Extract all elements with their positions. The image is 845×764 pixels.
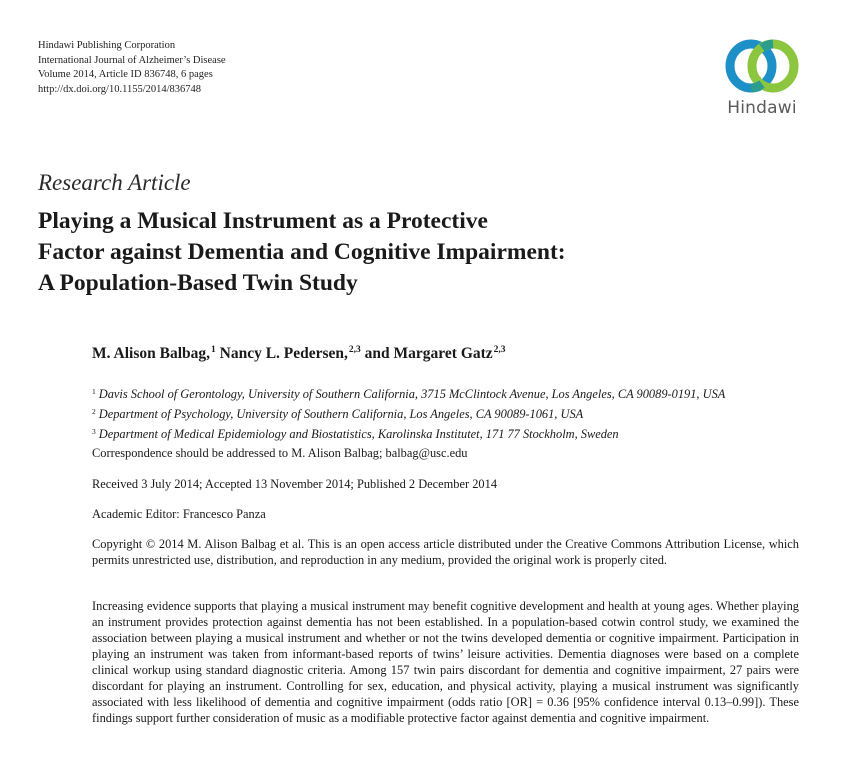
volume-info: Volume 2014, Article ID 836748, 6 pages [38,69,213,81]
title-line: Playing a Musical Instrument as a Protective [38,208,488,234]
article-type: Research Article [38,170,191,195]
affiliation-text: Davis School of Gerontology, University of Southern California, 3715 McClintock Avenue, Los Angeles, CA 90089-0191, USA [98,387,726,401]
author-name: Nancy L. Pedersen, [219,345,348,362]
author-list [92,345,506,363]
affiliation-list [92,383,725,443]
publisher-name: Hindawi Publishing Corporation [38,40,176,51]
author-name: M. Alison Balbag, [92,345,210,362]
journal-header [38,39,226,97]
article-title [38,206,738,299]
affiliation-number: 2 [92,407,96,416]
author-name: and Margaret Gatz [364,345,493,362]
doi-link[interactable]: http://dx.doi.org/10.1155/2014/836748 [38,83,202,95]
hindawi-rings-icon [723,36,801,96]
title-line: A Population-Based Twin Study [38,270,358,296]
affiliation-number: 1 [92,387,96,396]
abstract-text: Increasing evidence supports that playing a musical instrument may benefit cognitive development and health at young ages. Whether playing an instrument provides protection against dementia has not been established. In a population-based cotwin control study, we examined the association between playing a musical instrument and whether or not the twins developed dementia or cognitive impairment. Participation in playing an instrument was taken from informant-based reports of twins’ leisure activities. Dementia diagnoses were based on a complete clinical workup using standard diagnostic criteria. Among 157 twin pairs discordant for dementia and cognitive impairment, 27 pairs were discordant for playing an instrument. Controlling for sex, education, and physical activity, playing a musical instrument was significantly associated with less likelihood of dementia and cognitive impairment (odds ratio [OR] = 0.36 [95% confidence interval 0.13–0.99]). These findings support further consideration of music as a modifiable protective factor against dementia and cognitive impairment. [92,599,799,725]
affiliation-number: 3 [92,427,96,436]
author-affil-sup: 2,3 [493,345,506,355]
title-line: Factor against Dementia and Cognitive Impairment: [38,239,566,265]
affiliation-item [92,383,725,403]
copyright-notice: Copyright © 2014 M. Alison Balbag et al. This is an open access article distributed under the Creative Commons Attribution License, which permits unrestricted use, distribution, and reproduction in any medium, provided the original work is properly cited. [92,537,799,567]
affiliation-item [92,403,725,423]
affiliation-item [92,423,725,443]
correspondence-line: Correspondence should be addressed to M. Alison Balbag; balbag@usc.edu [92,446,468,460]
affiliation-text: Department of Medical Epidemiology and Biostatistics, Karolinska Institutet, 171 77 Stockholm, Sweden [98,427,619,441]
author-affil-sup: 1 [211,345,216,355]
author-affil-sup: 2,3 [348,345,361,355]
academic-editor: Academic Editor: Francesco Panza [92,507,266,521]
journal-name: International Journal of Alzheimer’s Disease [38,54,226,66]
dates-line: Received 3 July 2014; Accepted 13 November 2014; Published 2 December 2014 [92,477,498,491]
affiliation-text: Department of Psychology, University of Southern California, Los Angeles, CA 90089-1061, USA [98,407,584,421]
hindawi-logo-text: Hindawi [727,98,797,118]
hindawi-logo [716,36,808,126]
